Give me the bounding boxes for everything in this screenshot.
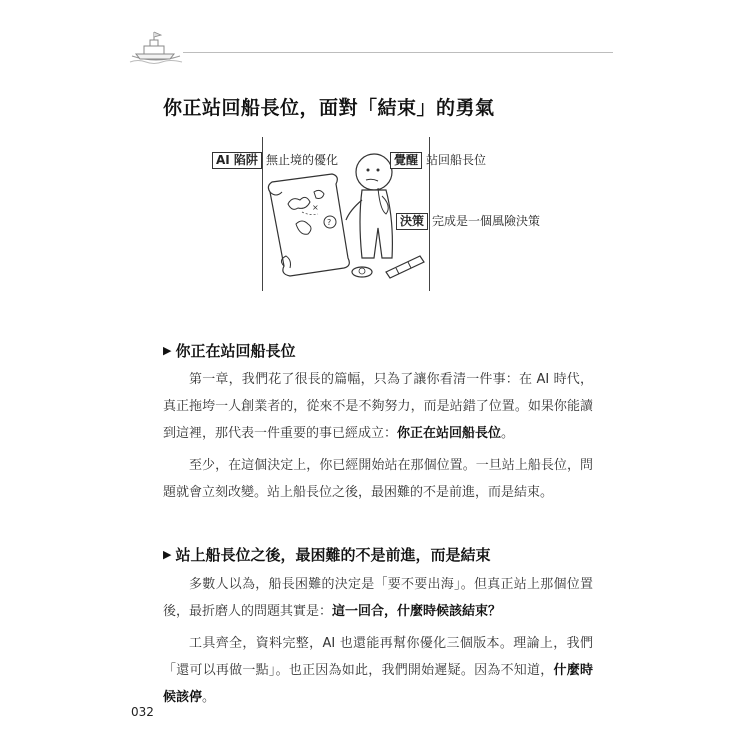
paragraph-4-end: 。 [202, 690, 216, 705]
tag-ai-trap-box: AI 陷阱 [212, 152, 262, 169]
tag-decision-text: 完成是一個風險決策 [432, 214, 541, 228]
tag-awakening-text: 站回船長位 [426, 153, 487, 167]
paragraph-4-emphasis: 什麼時候該停 [163, 663, 593, 705]
paragraph-3 [163, 571, 593, 625]
chapter-title: 你正站回船長位，面對「結束」的勇氣 [163, 97, 495, 119]
section-heading-1-text: 你正在站回船長位 [175, 342, 296, 360]
tag-awakening-box: 覺醒 [390, 152, 422, 169]
ship-icon [128, 28, 184, 72]
paragraph-1-end: 。 [501, 426, 515, 441]
page-number: 032 [131, 705, 154, 719]
paragraph-3-emphasis: 這一回合，什麼時候該結束？ [332, 604, 502, 619]
section-heading-2 [163, 544, 490, 565]
tag-decision-box: 決策 [396, 213, 428, 230]
tag-ai-trap-text: 無止境的優化 [265, 153, 338, 167]
header-rule [183, 52, 613, 53]
paragraph-2 [163, 452, 593, 506]
paragraph-1-text: 第一章，我們花了很長的篇幅，只為了讓你看清一件事：在 AI 時代，真正拖垮一人創業者的，從來不是不夠努力，而是站錯了位置。如果你能讀到這裡，那代表一件重要的事已經成立： [163, 372, 593, 441]
triangle-bullet-icon: ▶ [163, 548, 172, 561]
triangle-bullet-icon: ▶ [163, 344, 172, 357]
svg-text:?: ? [327, 218, 332, 227]
paragraph-3-text: 多數人以為，船長困難的決定是「要不要出海」。但真正站上那個位置後，最折磨人的問題其實是： [163, 577, 593, 619]
section-heading-2-text: 站上船長位之後，最困難的不是前進，而是結束 [175, 546, 491, 564]
paragraph-2-text: 至少，在這個決定上，你已經開始站在那個位置。一旦站上船長位，問題就會立刻改變。站上船長位之後，最困難的不是前進，而是結束。 [163, 458, 593, 500]
paragraph-1-emphasis: 你正在站回船長位 [397, 426, 502, 441]
svg-text:×: × [312, 203, 319, 212]
paragraph-4-text: 工具齊全，資料完整，AI 也還能再幫你優化三個版本。理論上，我們「還可以再做一點」。也正因為如此，我們開始遲疑。因為不知道， [163, 636, 593, 678]
paragraph-1 [163, 366, 593, 447]
tag-decision [396, 213, 540, 230]
tag-awakening [390, 152, 486, 169]
paragraph-4 [163, 630, 593, 711]
tag-ai-trap [212, 152, 338, 169]
section-heading-1 [163, 340, 295, 361]
